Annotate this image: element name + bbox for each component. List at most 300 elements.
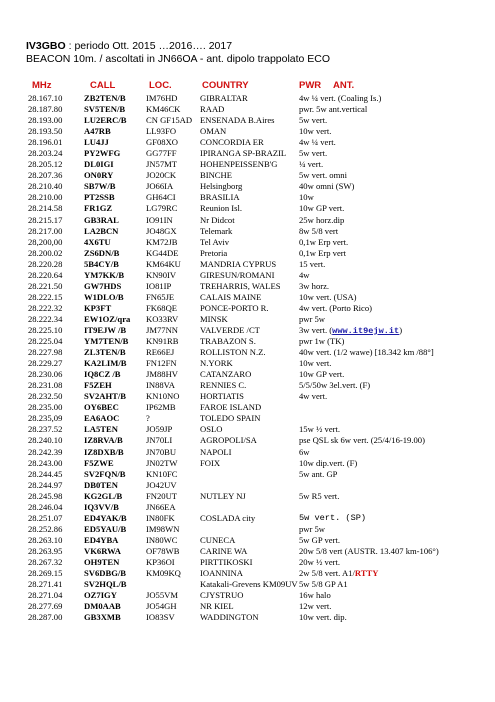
- station-callsign: IV3GBO: [26, 40, 66, 52]
- list-item: [0, 93, 495, 104]
- list-item: [0, 535, 495, 546]
- country: CATANZARO: [200, 369, 252, 380]
- frequency: 28.210.40: [28, 181, 63, 192]
- power-text: 10w GP vert.: [299, 369, 345, 380]
- list-item: [0, 115, 495, 126]
- frequency: 28.271.04: [28, 590, 63, 601]
- frequency: 28.242.39: [28, 446, 63, 457]
- power-antenna: [299, 303, 372, 314]
- country: Reunion Isl.: [200, 203, 243, 214]
- locator: ?: [146, 413, 150, 424]
- frequency: 28.167.10: [28, 93, 63, 103]
- power-text: 5/5/50w 3el.vert. (F): [299, 380, 371, 391]
- list-item: [0, 391, 495, 402]
- callsign: OH9TEN: [84, 556, 120, 567]
- frequency: 28.222.34: [28, 313, 63, 324]
- power-antenna: [299, 159, 323, 170]
- list-item: [0, 270, 495, 281]
- callsign: YM7TEN/B: [84, 336, 129, 347]
- list-item: [0, 237, 495, 248]
- callsign: IZ8DXB/B: [84, 446, 124, 457]
- list-item: [0, 336, 495, 347]
- frequency: 28.235,09: [28, 413, 63, 424]
- power-antenna: [299, 248, 346, 259]
- locator: RE66EJ: [146, 347, 175, 358]
- frequency: 28.222.15: [28, 291, 63, 302]
- locator: LG79RC: [146, 203, 178, 214]
- callsign: PT2SSB: [84, 192, 115, 203]
- locator: GF08XO: [146, 137, 178, 148]
- locator: FN65JE: [146, 291, 175, 302]
- frequency: 28.232.50: [28, 391, 63, 402]
- country: TOLEDO SPAIN: [200, 413, 261, 424]
- frequency: 28.203.24: [28, 148, 63, 159]
- callsign: IQ3VV/B: [84, 501, 119, 512]
- frequency: 28.222.32: [28, 302, 63, 313]
- list-item: [0, 557, 495, 568]
- power-antenna: [299, 126, 331, 137]
- callsign: ZS6DN/B: [84, 247, 120, 258]
- frequency: 28.205.12: [28, 159, 63, 170]
- locator: JO55VM: [146, 590, 178, 601]
- power-antenna: [299, 513, 366, 524]
- locator: JN02TW: [146, 457, 178, 468]
- locator: IM98WN: [146, 523, 180, 534]
- power-text: 10w vert.: [299, 126, 332, 137]
- locator: JO20CK: [146, 170, 177, 181]
- locator: JN66EA: [146, 501, 176, 512]
- callsign: DM0AAB: [84, 601, 121, 612]
- callsign: SV2HQL/B: [84, 579, 127, 590]
- country: Helsingborg: [200, 181, 243, 192]
- frequency: 28.225.10: [28, 324, 63, 335]
- locator: JN57MT: [146, 159, 178, 170]
- frequency: 28.221.50: [28, 280, 63, 291]
- callsign: ZB2TEN/B: [84, 93, 126, 103]
- locator: KP36OI: [146, 556, 175, 567]
- list-item: [0, 380, 495, 391]
- frequency: 28.251.07: [28, 512, 63, 523]
- power-antenna: [299, 369, 344, 380]
- frequency: 28.225.04: [28, 336, 63, 347]
- subtitle-line: BEACON 10m. / ascoltati in JN66OA - ant. dipolo trappolato ECO: [26, 53, 331, 65]
- power-text: pwr. 5w ant.vertical: [299, 104, 368, 115]
- callsign: IT9EJW /B: [84, 324, 127, 335]
- power-text: 20w ½ vert.: [299, 556, 341, 567]
- callsign: GB3RAL: [84, 214, 119, 225]
- callsign: LU2ERC/B: [84, 115, 127, 126]
- power-antenna: [299, 546, 439, 557]
- power-antenna: [299, 181, 354, 192]
- country: ENSENADA B.Aires: [200, 115, 275, 126]
- callsign: SV2AHT/B: [84, 391, 127, 402]
- country: N.YORK: [200, 358, 233, 369]
- country: MINSK: [200, 313, 228, 324]
- power-text: pwr 5w: [299, 313, 326, 324]
- power-text: 0,1w Erp vert.: [299, 236, 349, 247]
- power-antenna: [299, 314, 325, 325]
- country: IPIRANGA SP-BRAZIL: [200, 148, 287, 159]
- country: HORTIATIS: [200, 391, 244, 402]
- callsign: 5B4CY/B: [84, 258, 119, 269]
- frequency: 28.220.28: [28, 258, 63, 269]
- callsign: IQ8CZ /B: [84, 369, 121, 380]
- callsign: SB7W/B: [84, 181, 116, 192]
- callsign: DL0IGI: [84, 159, 114, 170]
- list-item: [0, 413, 495, 424]
- power-antenna: [299, 148, 327, 159]
- power-text: 5w ant. GP: [299, 468, 338, 479]
- locator: FK68QE: [146, 302, 178, 313]
- title-line: [26, 40, 232, 52]
- power-antenna: [299, 259, 325, 270]
- callsign: A47RB: [84, 126, 111, 137]
- callsign: PY2WFG: [84, 148, 121, 159]
- locator: JN70LI: [146, 435, 173, 446]
- frequency: 28.210.00: [28, 192, 63, 203]
- power-text: 3w vert. (: [299, 324, 333, 335]
- power-text: 10w GP vert.: [299, 203, 345, 214]
- locator: JO59JP: [146, 424, 173, 435]
- locator: KO33RV: [146, 313, 179, 324]
- list-item: [0, 192, 495, 203]
- frequency: 28.244.45: [28, 468, 63, 479]
- list-item: [0, 491, 495, 502]
- list-item: [0, 126, 495, 137]
- list-item: [0, 612, 495, 623]
- country: TRABAZON S.: [200, 336, 256, 347]
- list-item: [0, 248, 495, 259]
- power-text: ¼ vert.: [299, 159, 324, 170]
- power-antenna: [299, 590, 331, 601]
- locator: IN80WC: [146, 534, 178, 545]
- callsign: F5ZEH: [84, 380, 112, 391]
- power-antenna: [299, 115, 327, 126]
- frequency: 28,200,00: [28, 236, 63, 247]
- frequency: 28.196.01: [28, 137, 63, 148]
- power-text: 40w omni (SW): [299, 181, 355, 192]
- power-text: 2w 5/8 vert. A1/: [299, 568, 355, 579]
- locator: IN88VA: [146, 380, 175, 391]
- country: VALVERDE /CT: [200, 324, 260, 335]
- frequency: 28.277.69: [28, 601, 63, 612]
- locator: JM88HV: [146, 369, 178, 380]
- locator: GH64CI: [146, 192, 176, 203]
- callsign: LA2BCN: [84, 225, 119, 236]
- beacon-list: [0, 93, 495, 623]
- country: PIRTTIKOSKI: [200, 556, 253, 567]
- callsign: F5ZWE: [84, 457, 114, 468]
- callsign: EW1OZ/qra: [84, 313, 131, 324]
- country: NR KIEL: [200, 601, 234, 612]
- power-antenna: [299, 557, 340, 568]
- country: NUTLEY NJ: [200, 490, 246, 501]
- frequency: 28.214.58: [28, 203, 63, 214]
- callsign: KA2LIM/B: [84, 358, 127, 369]
- list-item: [0, 358, 495, 369]
- frequency: 28.263.10: [28, 534, 63, 545]
- power-antenna: [299, 170, 347, 181]
- list-item: [0, 259, 495, 270]
- country: RENNIES C.: [200, 380, 247, 391]
- callsign: SV2FQN/B: [84, 468, 126, 479]
- list-item: [0, 402, 495, 413]
- list-item: [0, 148, 495, 159]
- power-text: 12w vert.: [299, 601, 332, 612]
- power-antenna: [299, 424, 340, 435]
- power-text: 40w vert. (1/2 wawe) [18.342 km /88°]: [299, 347, 434, 358]
- country: FOIX: [200, 457, 221, 468]
- list-item: [0, 590, 495, 601]
- list-item: [0, 303, 495, 314]
- power-antenna: [299, 568, 378, 579]
- power-text: 15 vert.: [299, 258, 326, 269]
- frequency: 28.220.64: [28, 269, 63, 280]
- frequency: 28.252.86: [28, 523, 63, 534]
- power-text: 4w: [299, 269, 310, 280]
- power-antenna: [299, 237, 348, 248]
- list-item: [0, 480, 495, 491]
- power-antenna: [299, 347, 434, 358]
- callsign: ON0RY: [84, 170, 114, 181]
- power-text: 0,1w Erp vert: [299, 247, 347, 258]
- list-item: [0, 601, 495, 612]
- list-item: [0, 579, 495, 590]
- power-text: 10w vert. (USA): [299, 291, 357, 302]
- power-text: 16w halo: [299, 590, 331, 601]
- power-text: 5w vert. omni: [299, 170, 347, 181]
- locator: KM46CK: [146, 104, 181, 115]
- frequency: 28.267.32: [28, 556, 63, 567]
- power-antenna: [299, 579, 348, 590]
- country: ROLLISTON N.Z.: [200, 347, 266, 358]
- callsign: FR1GZ: [84, 203, 113, 214]
- callsign: IZ8RVA/B: [84, 435, 123, 446]
- website-link[interactable]: www.it9ejw.it: [332, 325, 400, 336]
- locator: IN80FK: [146, 512, 175, 523]
- power-text: 10w: [299, 192, 314, 203]
- frequency: 28.193.50: [28, 126, 63, 137]
- frequency: 28.237.52: [28, 424, 63, 435]
- power-antenna: [299, 469, 337, 480]
- power-antenna: [299, 270, 310, 281]
- list-item: [0, 292, 495, 303]
- power-text: pwr 5w: [299, 523, 326, 534]
- list-item: [0, 104, 495, 115]
- power-antenna: [299, 491, 339, 502]
- frequency: 28.193.00: [28, 115, 63, 126]
- callsign: GB3XMB: [84, 612, 121, 623]
- power-text: 5w 5/8 GP A1: [299, 579, 348, 590]
- power-text: pse QSL sk 6w vert. (25/4/16-19.00): [299, 435, 425, 446]
- callsign: 4X6TU: [84, 236, 111, 247]
- list-item: [0, 369, 495, 380]
- frequency: 28.240.10: [28, 435, 63, 446]
- locator: JO54GH: [146, 601, 177, 612]
- power-text: 8w 5/8 vert: [299, 225, 339, 236]
- country: Nr Didcot: [200, 214, 235, 225]
- locator: IM76HD: [146, 93, 178, 103]
- country: Pretoria: [200, 247, 228, 258]
- frequency: 28.263.95: [28, 545, 63, 556]
- locator: JO48GX: [146, 225, 177, 236]
- country: RAAD: [200, 104, 225, 115]
- locator: GG77FF: [146, 148, 177, 159]
- callsign: LA5TEN: [84, 424, 118, 435]
- frequency: 28.207.36: [28, 170, 63, 181]
- locator: JN70BU: [146, 446, 177, 457]
- power-antenna: [299, 391, 327, 402]
- country: CUNECA: [200, 534, 236, 545]
- callsign: ED4YBA: [84, 534, 119, 545]
- locator: LL93FO: [146, 126, 177, 137]
- list-item: [0, 181, 495, 192]
- callsign: W1DLO/B: [84, 291, 124, 302]
- locator: FN20UT: [146, 490, 178, 501]
- frequency: 28.227.98: [28, 347, 63, 358]
- mode-rtty: RTTY: [354, 568, 379, 579]
- power-antenna: [299, 192, 314, 203]
- locator: KN10FC: [146, 468, 178, 479]
- col-pwr: PWR: [299, 80, 322, 91]
- power-antenna: [299, 435, 425, 446]
- locator: JO42UV: [146, 479, 177, 490]
- list-item: [0, 137, 495, 148]
- power-antenna: [299, 281, 329, 292]
- locator: IO91IN: [146, 214, 173, 225]
- power-text: pwr 1w (TK): [299, 336, 345, 347]
- country: Tel Aviv: [200, 236, 230, 247]
- power-text: 6w: [299, 446, 310, 457]
- country: CONCORDIA ER: [200, 137, 264, 148]
- country: CALAIS MAINE: [200, 291, 262, 302]
- country: FAROE ISLAND: [200, 402, 262, 413]
- power-antenna: [299, 137, 336, 148]
- country: BINCHE: [200, 170, 232, 181]
- locator: CN GF15AD: [146, 115, 193, 126]
- power-text: 10w vert.: [299, 358, 332, 369]
- power-text: 5w vert. (SP): [299, 512, 367, 523]
- callsign: VK6RWA: [84, 545, 121, 556]
- locator: JO66IA: [146, 181, 174, 192]
- callsign: SV6DBG/B: [84, 568, 127, 579]
- country: AGROPOLI/SA: [200, 435, 257, 446]
- list-item: [0, 469, 495, 480]
- power-antenna: [299, 524, 325, 535]
- list-item: [0, 325, 495, 336]
- frequency: 28.217.00: [28, 225, 63, 236]
- frequency: 28.215.17: [28, 214, 63, 225]
- country: Telemark: [200, 225, 233, 236]
- locator: KG44DE: [146, 247, 179, 258]
- country: BRASILIA: [200, 192, 240, 203]
- list-item: [0, 226, 495, 237]
- callsign: GW7HDS: [84, 280, 122, 291]
- col-loc: LOC.: [149, 80, 172, 91]
- list-item: [0, 546, 495, 557]
- country: CJYSTRUO: [200, 590, 244, 601]
- list-item: [0, 203, 495, 214]
- country: WADDINGTON: [200, 612, 259, 623]
- list-item: [0, 447, 495, 458]
- power-text: 20w 5/8 vert (AUSTR. 13.407 km-106°): [299, 545, 439, 556]
- power-antenna: [299, 535, 340, 546]
- list-item: [0, 281, 495, 292]
- country: GIRESUN/ROMANI: [200, 269, 275, 280]
- power-text: 5w vert.: [299, 115, 328, 126]
- frequency: 28.271.41: [28, 579, 63, 590]
- frequency: 28.287.00: [28, 612, 63, 623]
- power-text: 10w vert. dip.: [299, 612, 347, 623]
- col-mhz: MHz: [32, 80, 52, 91]
- country: CARINE WA: [200, 545, 248, 556]
- list-item: [0, 513, 495, 524]
- list-item: [0, 424, 495, 435]
- locator: IP62MB: [146, 402, 176, 413]
- list-item: [0, 435, 495, 446]
- power-antenna: [299, 380, 370, 391]
- power-antenna: [299, 601, 331, 612]
- country: HOHENPEISSENB'G: [200, 159, 278, 170]
- power-antenna: [299, 458, 357, 469]
- power-text: 5w GP vert.: [299, 534, 340, 545]
- country: NAPOLI: [200, 446, 232, 457]
- power-antenna: [299, 104, 367, 115]
- frequency: 28.269.15: [28, 568, 63, 579]
- frequency: 28.245.98: [28, 490, 63, 501]
- list-item: [0, 215, 495, 226]
- frequency: 28.246.04: [28, 501, 63, 512]
- callsign: OZ7IGY: [84, 590, 117, 601]
- country: OMAN: [200, 126, 227, 137]
- power-text: 4w vert.: [299, 391, 328, 402]
- country: OSLO: [200, 424, 223, 435]
- frequency: 28.200.02: [28, 247, 63, 258]
- col-ant: ANT.: [333, 80, 355, 91]
- locator: KN90IV: [146, 269, 177, 280]
- period-text: : periodo Ott. 2015 …2016…. 2017: [65, 40, 233, 52]
- locator: KM09KQ: [146, 568, 181, 579]
- country: GIBRALTAR: [200, 93, 248, 103]
- power-text: 4w ¼ vert. (Coaling Is.): [299, 93, 382, 103]
- callsign: OY6BEC: [84, 402, 119, 413]
- power-antenna: [299, 203, 344, 214]
- locator: KN91RB: [146, 336, 179, 347]
- locator: IO81IP: [146, 280, 172, 291]
- list-item: [0, 314, 495, 325]
- power-text: 5w R5 vert.: [299, 490, 340, 501]
- frequency: 28.231.08: [28, 380, 63, 391]
- power-antenna: [299, 358, 331, 369]
- callsign: EA6AOC: [84, 413, 120, 424]
- list-item: [0, 347, 495, 358]
- list-item: [0, 458, 495, 469]
- frequency: 28.235.00: [28, 402, 63, 413]
- power-text: 25w horz.dip: [299, 214, 345, 225]
- country: MANDRIA CYPRUS: [200, 258, 277, 269]
- callsign: YM7KK/B: [84, 269, 125, 280]
- power-text: 5w vert.: [299, 148, 328, 159]
- list-item: [0, 568, 495, 579]
- power-antenna: [299, 226, 338, 237]
- power-antenna: [299, 612, 347, 623]
- column-headers: [26, 80, 486, 92]
- frequency: 28.244.97: [28, 479, 63, 490]
- locator: FN12FN: [146, 358, 177, 369]
- callsign: LU4JJ: [84, 137, 109, 148]
- list-item: [0, 159, 495, 170]
- locator: OF78WB: [146, 545, 180, 556]
